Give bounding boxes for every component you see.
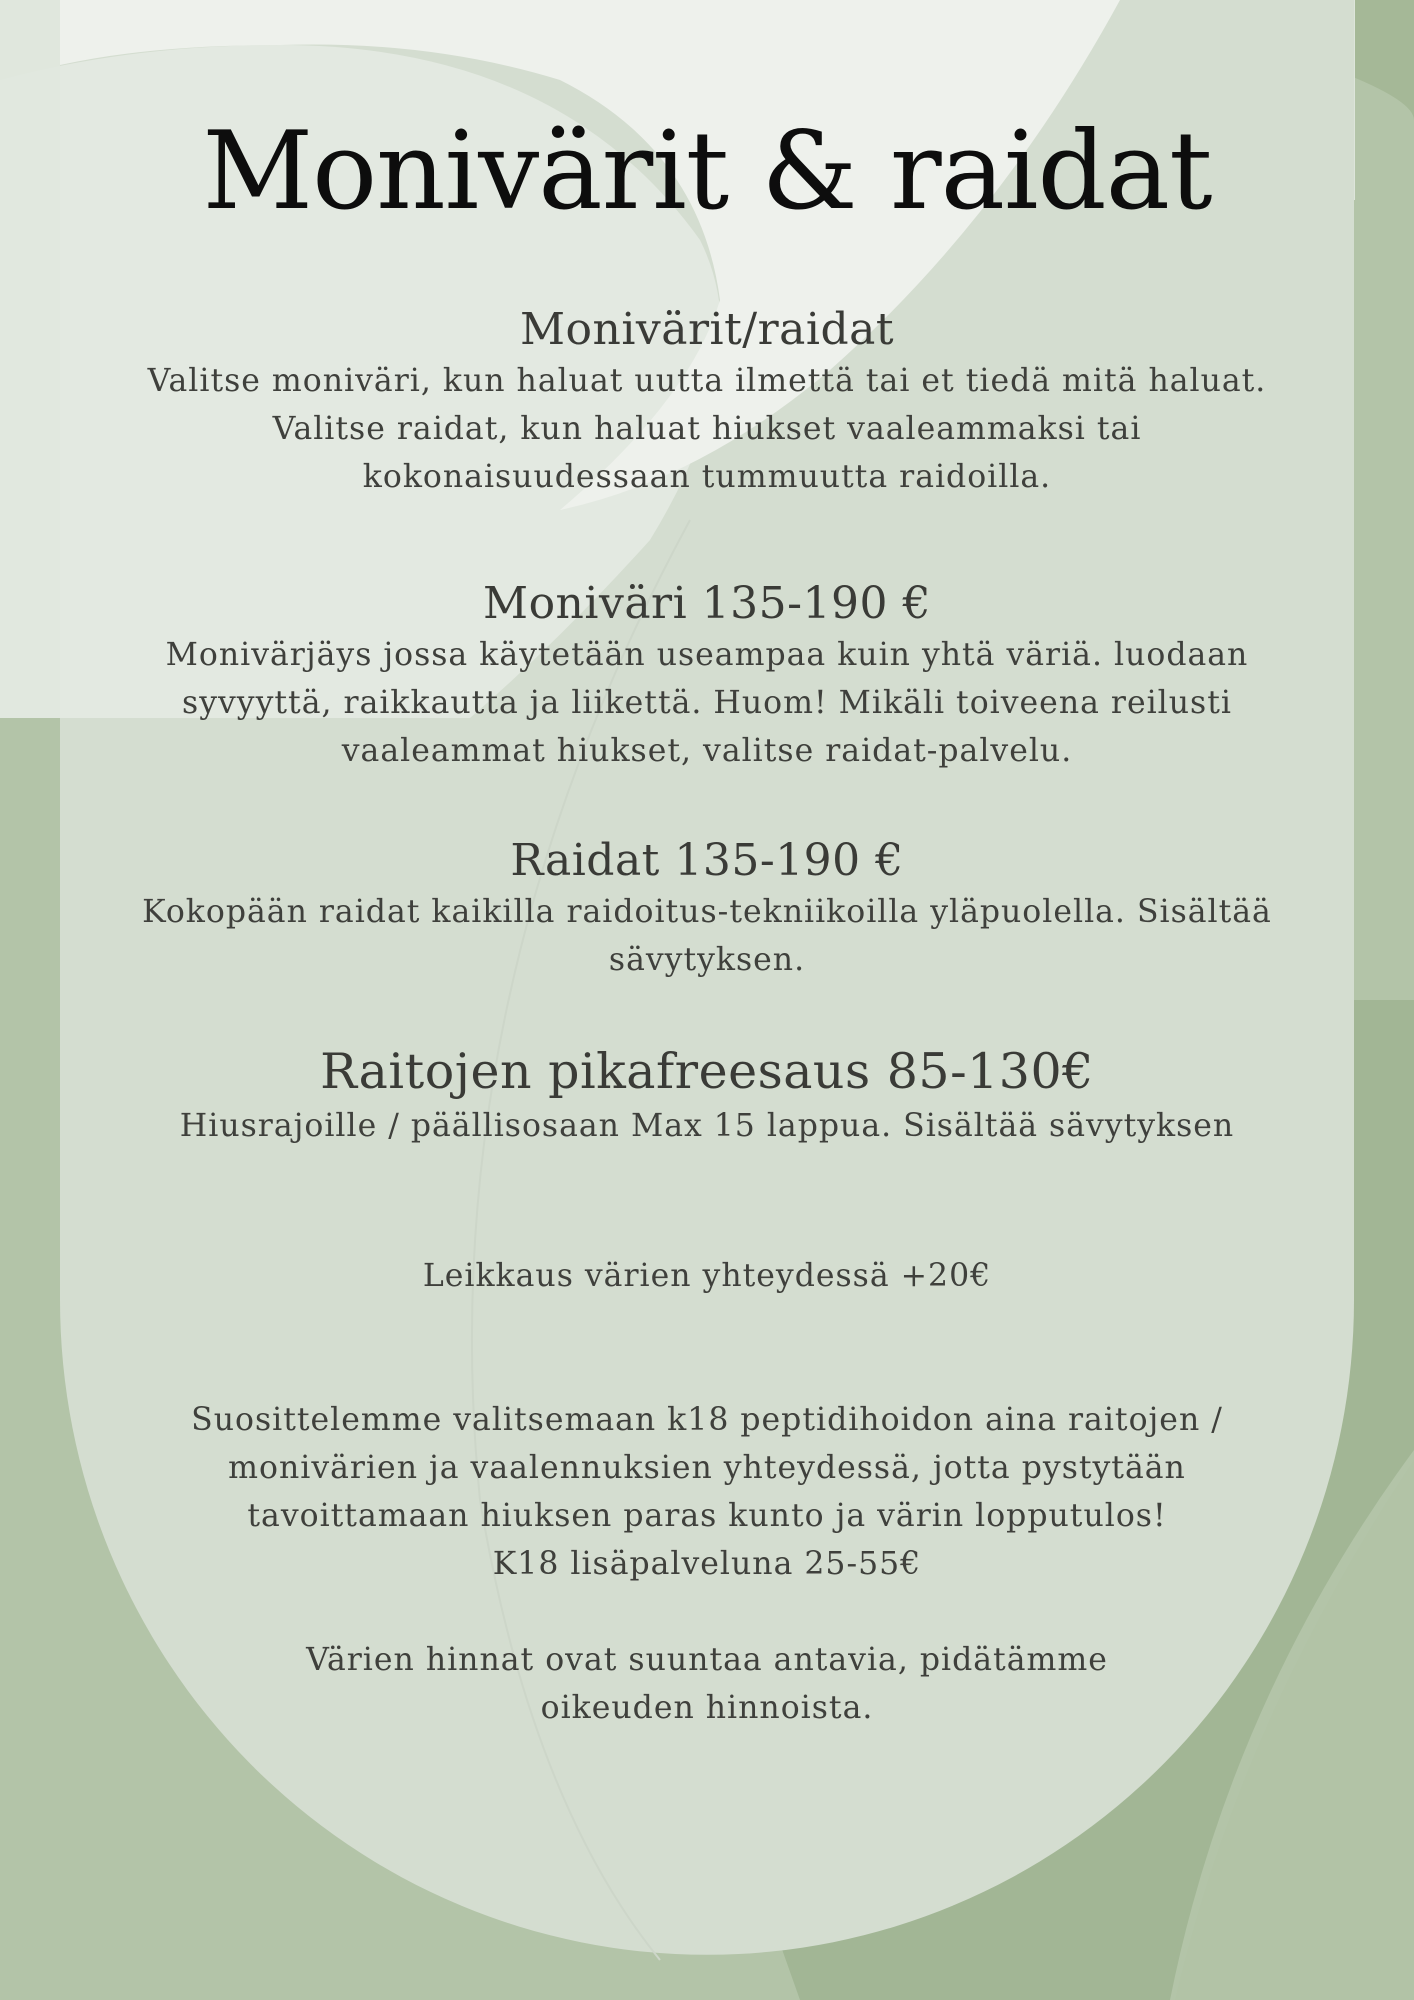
section-text-line: Valitse moniväri, kun haluat uutta ilmettä tai et tiedä mitä haluat.: [147, 362, 1267, 399]
section-text-line: Monivärjäys jossa käytetään useampaa kuin yhtä väriä. luodaan: [165, 636, 1249, 673]
section-raidat: [60, 835, 1354, 984]
section-overview: [60, 304, 1354, 501]
disclaimer-line: Värien hinnat ovat suuntaa antavia, pidätämme: [306, 1642, 1108, 1678]
section-text-line: syvyyttä, raikkautta ja liikettä. Huom! Mikäli toiveena reilusti: [182, 684, 1232, 721]
section-text-line: Valitse raidat, kun haluat hiukset vaaleammaksi tai: [272, 410, 1142, 447]
cut-note-text: Leikkaus värien yhteydessä +20€: [422, 1258, 992, 1294]
section-heading: Moniväri 135-190 €: [483, 578, 931, 629]
recommendation-line: monivärien ja vaalennuksien yhteydessä, jotta pystytään: [228, 1450, 1186, 1486]
section-text-line: vaaleammat hiukset, valitse raidat-palvelu.: [341, 732, 1073, 769]
recommendation-line: tavoittamaan hiuksen paras kunto ja värin lopputulos!: [247, 1498, 1167, 1534]
section-text-line: sävytyksen.: [608, 941, 806, 978]
recommendation-line: Suosittelemme valitsemaan k18 peptidihoidon aina raitojen /: [191, 1402, 1223, 1438]
page-title: Monivärit & raidat: [202, 109, 1212, 234]
section-text-line: kokonaisuudessaan tummuutta raidoilla.: [362, 458, 1052, 495]
section-heading: Raidat 135-190 €: [510, 835, 904, 886]
section-monivari: [60, 578, 1354, 775]
disclaimer: [60, 1636, 1354, 1732]
section-text-line: Hiusrajoille / päällisosaan Max 15 lappua. Sisältää sävytyksen: [179, 1107, 1235, 1144]
section-pikafreesaus: [60, 1043, 1354, 1150]
recommendation: [60, 1396, 1354, 1588]
disclaimer-line: oikeuden hinnoista.: [540, 1690, 874, 1726]
section-heading: Raitojen pikafreesaus 85-130€: [320, 1043, 1094, 1100]
cut-note: [60, 1252, 1354, 1300]
section-heading: Monivärit/raidat: [519, 304, 895, 355]
section-text-line: Kokopään raidat kaikilla raidoitus-tekniikoilla yläpuolella. Sisältää: [142, 893, 1272, 930]
left-edge-highlight: [0, 0, 60, 718]
recommendation-line: K18 lisäpalveluna 25-55€: [492, 1546, 922, 1582]
